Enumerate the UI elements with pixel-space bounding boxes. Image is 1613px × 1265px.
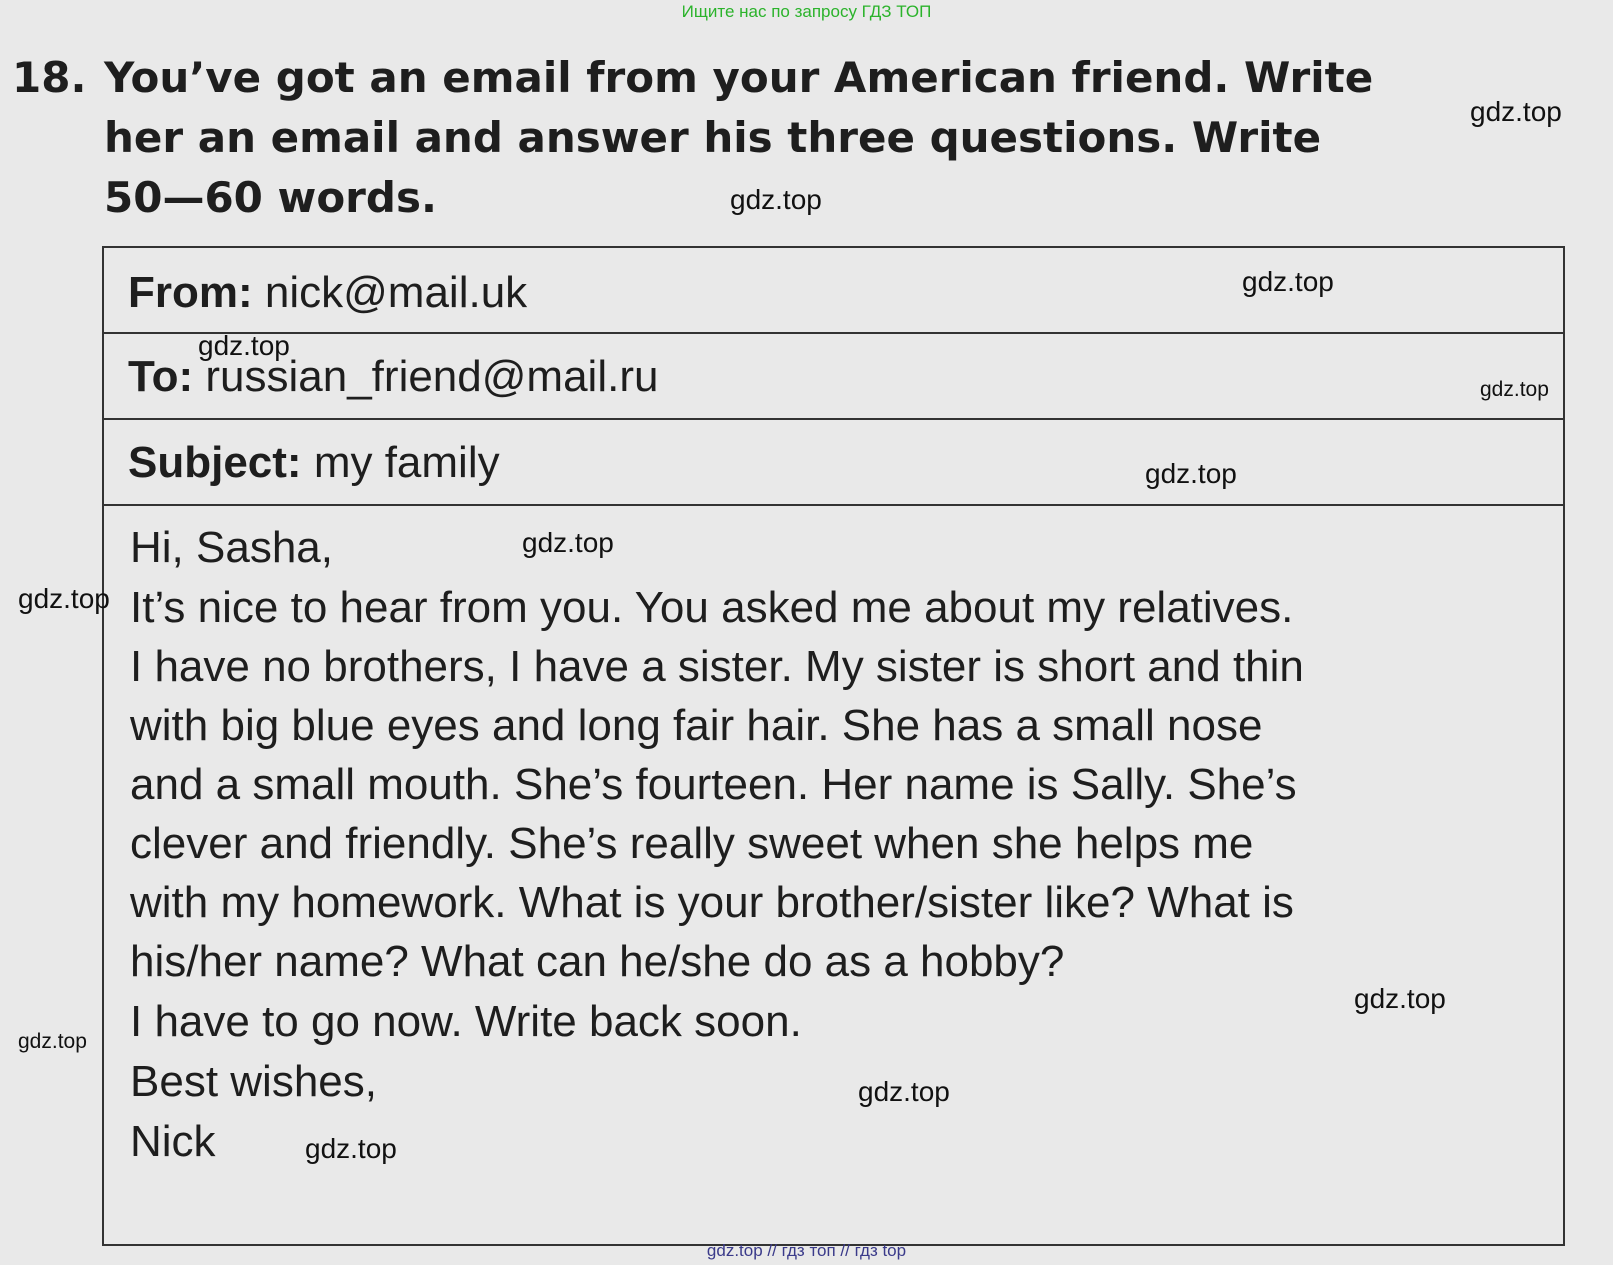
- watermark: gdz.top: [1354, 983, 1446, 1014]
- watermark: gdz.top: [1480, 378, 1549, 401]
- subject-value: my family: [313, 438, 500, 487]
- search-hint-banner: Ищите нас по запросу ГДЗ ТОП: [681, 2, 932, 21]
- from-value: nick@mail.uk: [264, 268, 528, 317]
- subject-row: [104, 420, 1563, 506]
- watermark: gdz.top: [730, 184, 822, 215]
- to-label: To:: [128, 352, 194, 401]
- watermark: gdz.top: [18, 583, 110, 614]
- watermark: gdz.top: [1145, 458, 1237, 489]
- from-field: [128, 268, 527, 318]
- body-line: I have to go now. Write back soon.: [130, 997, 802, 1046]
- body-line: and a small mouth. She’s fourteen. Her name is Sally. She’s: [130, 760, 1297, 809]
- body-line: Best wishes,: [130, 1057, 377, 1106]
- to-row: [104, 334, 1563, 420]
- watermark: gdz.top: [18, 1030, 87, 1053]
- watermark: gdz.top: [1470, 96, 1562, 127]
- footer-banner: gdz.top // гдз топ // гдз top: [706, 1241, 907, 1260]
- task-line: her an email and answer his three questions. Write: [104, 113, 1322, 162]
- body-line: with my homework. What is your brother/sister like? What is: [130, 878, 1294, 927]
- body-line: his/her name? What can he/she do as a hobby?: [130, 937, 1065, 986]
- subject-label: Subject:: [128, 438, 302, 487]
- to-value: russian_friend@mail.ru: [205, 352, 659, 401]
- watermark: gdz.top: [198, 330, 290, 361]
- watermark: gdz.top: [305, 1133, 397, 1164]
- body-line: clever and friendly. She’s really sweet when she helps me: [130, 819, 1254, 868]
- body-line: Nick: [130, 1117, 216, 1166]
- task-line: You’ve got an email from your American friend. Write: [104, 53, 1374, 102]
- task-number: 18.: [12, 53, 87, 102]
- task-line: 50—60 words.: [104, 173, 437, 222]
- from-row: [104, 248, 1563, 334]
- watermark: gdz.top: [858, 1076, 950, 1107]
- body-line: It’s nice to hear from you. You asked me about my relatives.: [130, 583, 1294, 632]
- subject-field: [128, 438, 500, 488]
- watermark: gdz.top: [522, 527, 614, 558]
- from-label: From:: [128, 268, 253, 317]
- email-form: [102, 246, 1565, 1246]
- body-line: with big blue eyes and long fair hair. She has a small nose: [130, 701, 1263, 750]
- body-line: I have no brothers, I have a sister. My sister is short and thin: [130, 642, 1304, 691]
- watermark: gdz.top: [1242, 266, 1334, 297]
- body-line: Hi, Sasha,: [130, 523, 333, 572]
